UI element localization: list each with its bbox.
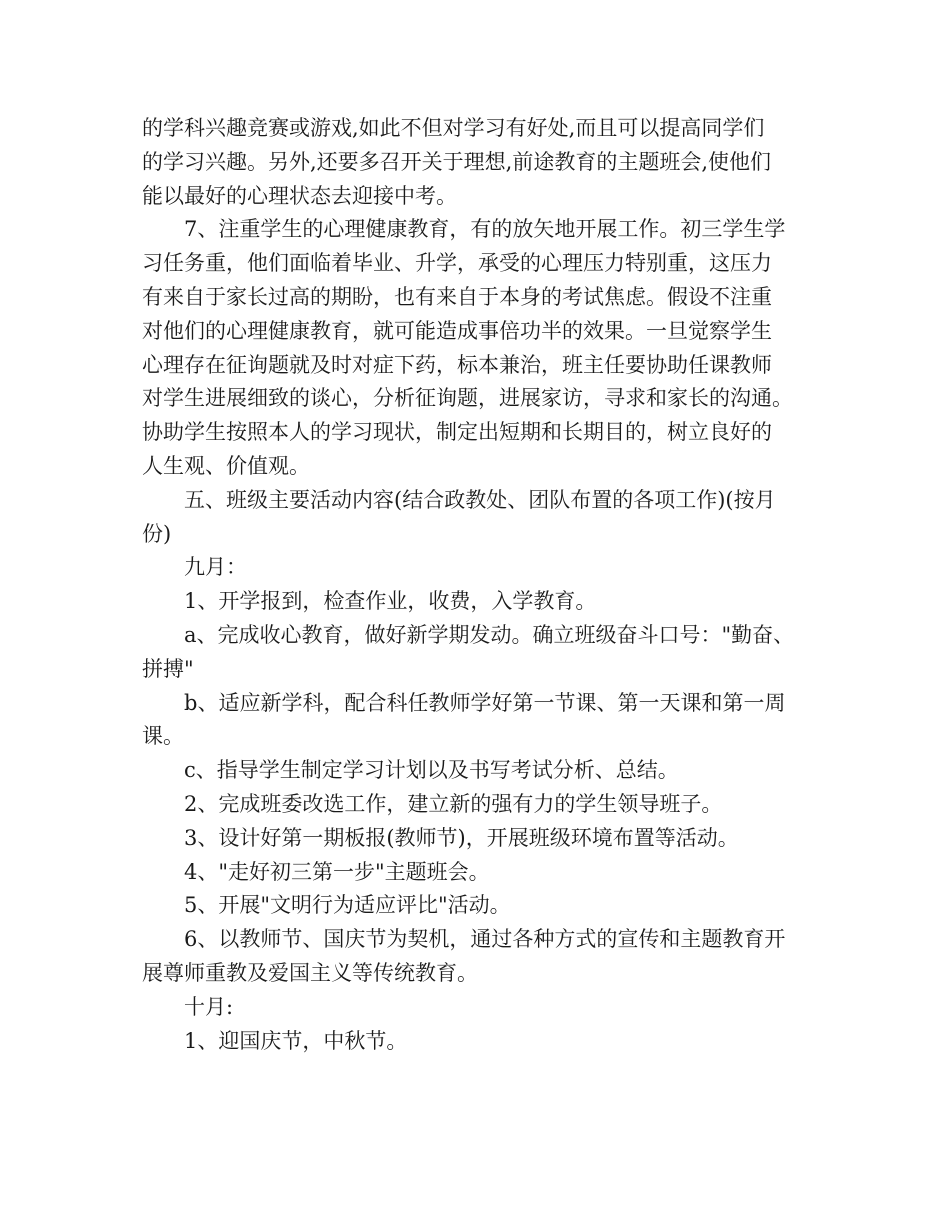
text-line: 九月：: [184, 555, 247, 580]
text-line: 人生观、价值观。: [142, 453, 310, 478]
text-line: 课。: [142, 724, 184, 749]
text-line: 能以最好的心理状态去迎接中考。: [142, 183, 457, 208]
text-line: 4、"走好初三第一步"主题班会。: [184, 859, 490, 884]
text-line: 有来自于家长过高的期盼，也有来自于本身的考试焦虑。假设不注重: [142, 284, 772, 309]
text-line: 五、班级主要活动内容(结合政教处、团队布置的各项工作)(按月: [184, 487, 776, 512]
text-line: 习任务重，他们面临着毕业、升学，承受的心理压力特别重，这压力: [142, 251, 772, 276]
text-line: 1、开学报到，检查作业，收费，入学教育。: [184, 589, 597, 614]
text-line: b、适应新学科，配合科任教师学好第一节课、第一天课和第一周: [184, 690, 786, 715]
text-line: 协助学生按照本人的学习现状，制定出短期和长期目的，树立良好的: [142, 420, 772, 445]
text-line: 7、注重学生的心理健康教育，有的放矢地开展工作。初三学生学: [184, 217, 786, 242]
text-line: 对学生进展细致的谈心，分析征询题，进展家访，寻求和家长的沟通。: [142, 386, 793, 411]
text-line: a、完成收心教育，做好新学期发动。确立班级奋斗口号："勤奋、: [184, 622, 795, 647]
text-line: 展尊师重教及爱国主义等传统教育。: [142, 960, 478, 985]
text-line: 拼搏": [142, 656, 194, 681]
text-line: 2、完成班委改选工作，建立新的强有力的学生领导班子。: [184, 791, 723, 816]
text-line: 心理存在征询题就及时对症下药，标本兼治，班主任要协助任课教师: [142, 352, 772, 377]
text-line: 份): [142, 521, 172, 546]
text-line: 3、设计好第一期板报(教师节)，开展班级环境布置等活动。: [184, 825, 739, 850]
text-line: 十月:: [184, 994, 234, 1019]
text-line: 的学习兴趣。另外,还要多召开关于理想,前途教育的主题班会,使他们: [142, 149, 772, 174]
text-line: 1、迎国庆节，中秋节。: [184, 1028, 408, 1053]
document-body: [142, 112, 822, 1058]
text-line: 5、开展"文明行为适应评比"活动。: [184, 893, 511, 918]
text-line: 对他们的心理健康教育，就可能造成事倍功半的效果。一旦觉察学生: [142, 318, 772, 343]
text-line: c、指导学生制定学习计划以及书写考试分析、总结。: [184, 758, 679, 783]
text-line: 的学科兴趣竞赛或游戏,如此不但对学习有好处,而且可以提高同学们: [142, 116, 765, 140]
text-line: 6、以教师节、国庆节为契机，通过各种方式的宣传和主题教育开: [184, 927, 786, 952]
